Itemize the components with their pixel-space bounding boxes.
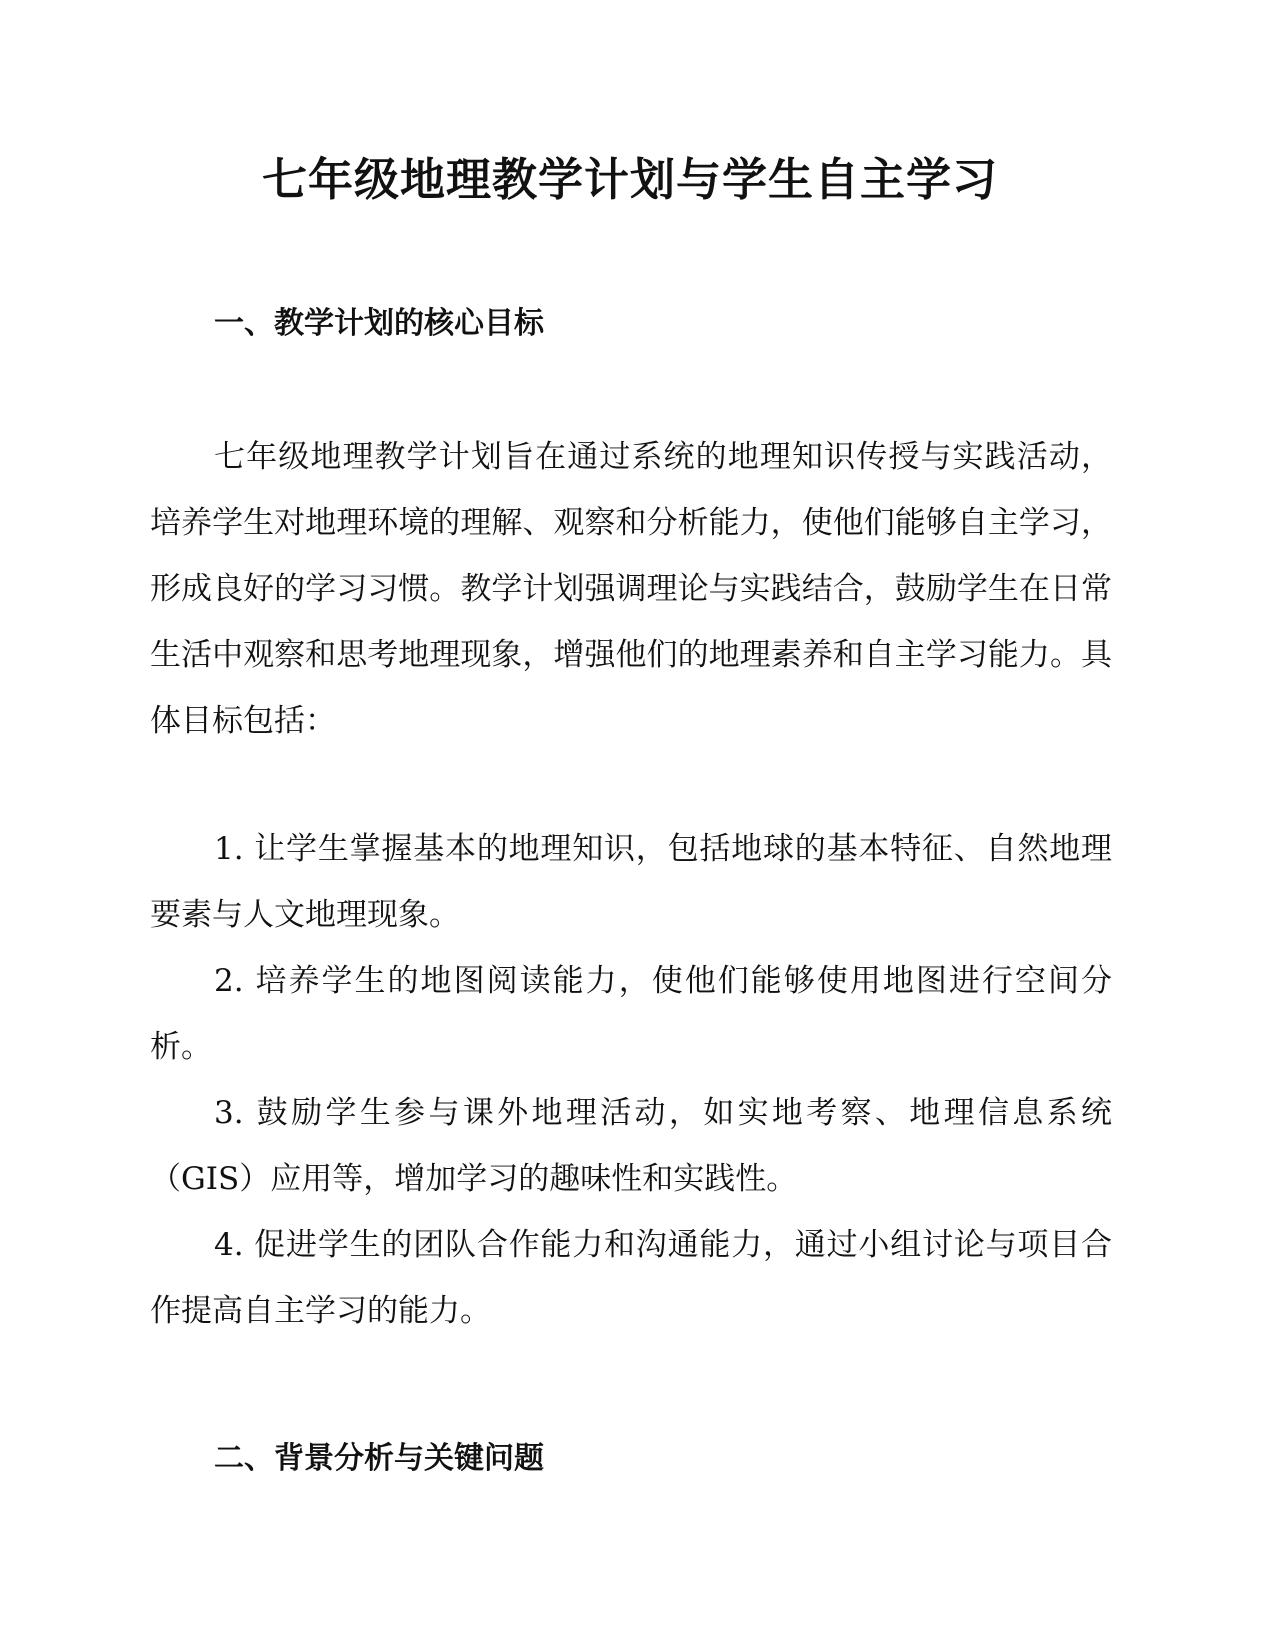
- document-title: 七年级地理教学计划与学生自主学习: [261, 153, 998, 206]
- intro-paragraph: 七年级地理教学计划旨在通过系统的地理知识传授与实践活动，培养学生对地理环境的理解、观察和分析能力，使他们能够自主学习，形成良好的学习习惯。教学计划强调理论与实践结合，鼓励学生在日常生活中观察和思考地理现象，增强他们的地理素养和自主学习能力。具体目标包括：: [150, 439, 1112, 739]
- goal-item-3: 3. 鼓励学生参与课外地理活动，如实地考察、地理信息系统（GIS）应用等，增加学习的趣味性和实践性。: [150, 1095, 1112, 1197]
- goal-item-2: 2. 培养学生的地图阅读能力，使他们能够使用地图进行空间分析。: [150, 963, 1112, 1065]
- section-heading-goals: 一、教学计划的核心目标: [214, 306, 544, 341]
- section-heading-background: 二、背景分析与关键问题: [214, 1441, 544, 1476]
- goal-item-4: 4. 促进学生的团队合作能力和沟通能力，通过小组讨论与项目合作提高自主学习的能力。: [150, 1227, 1112, 1329]
- goal-item-1: 1. 让学生掌握基本的地理知识，包括地球的基本特征、自然地理要素与人文地理现象。: [150, 831, 1112, 933]
